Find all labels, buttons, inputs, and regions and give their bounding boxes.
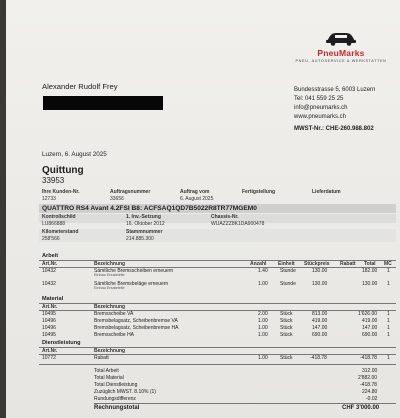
row-mc: 1: [387, 355, 390, 361]
row-artnr: 10495: [42, 332, 56, 338]
mwst-label: Zuzüglich MWST. 8.10% (1): [94, 389, 156, 395]
col-artnr: Art.Nr.: [42, 348, 58, 354]
section-dienst-title: Dienstleistung: [42, 340, 81, 346]
row-qty: 1.00: [258, 355, 268, 361]
row-total: 182.00: [362, 268, 378, 274]
car-icon: [324, 30, 358, 46]
row-price: 147.00: [312, 325, 328, 331]
col-rabatt: Rabatt: [340, 261, 356, 267]
row-qty: 1.40: [258, 268, 268, 274]
col-bezeichnung: Bezeichnung: [94, 261, 126, 267]
meta-header-lieferdatum: Lieferdatum: [312, 189, 341, 195]
row-total: -418.78: [360, 355, 377, 361]
row-desc: Bremsscheibe HA: [94, 332, 135, 338]
rundung-value: -0.02: [366, 396, 378, 402]
row-mc: 1: [387, 318, 390, 324]
total-arbeit-label: Total Arbeit: [94, 368, 119, 374]
kontrollschild-label: Kontrollschild: [42, 214, 76, 220]
row-price: 690.00: [312, 332, 328, 338]
row-qty: 2.00: [258, 311, 268, 317]
meta-value-auftrag-vom: 6. August 2025: [180, 196, 214, 202]
row-qty: 1.00: [258, 318, 268, 324]
row-mc: 1: [387, 281, 390, 287]
km-value: 258'566: [42, 236, 60, 242]
col-mc: MC: [384, 261, 392, 267]
meta-header-fertigstellung: Fertigstellung: [242, 189, 276, 195]
section-material-title: Material: [42, 296, 64, 302]
row-desc: Rabatt: [94, 355, 109, 361]
row-price: 130.00: [312, 281, 328, 287]
row-unit: Stück: [280, 355, 293, 361]
row-total: 690.00: [362, 332, 378, 338]
company-street: Bundesstrasse 5, 6003 Luzern: [294, 87, 376, 93]
grand-total-label: Rechnungstotal: [94, 405, 140, 411]
divider: [39, 364, 396, 365]
kontrollschild-value: LU866888: [42, 221, 66, 227]
row-price: 813.00: [312, 311, 328, 317]
row-total: 419.00: [362, 318, 378, 324]
company-logo: [292, 30, 390, 63]
row-mc: 1: [387, 325, 390, 331]
row-price: -418.78: [310, 355, 327, 361]
row-unit: Stunde: [280, 281, 296, 287]
row-artnr: 10496: [42, 325, 56, 331]
total-dienst-value: -418.78: [360, 382, 377, 388]
inverkehr-value: 16. Oktober 2012: [126, 221, 165, 227]
divider: [39, 310, 396, 311]
col-stueckpreis: Stückpreis: [304, 261, 330, 267]
total-material-label: Total Material: [94, 375, 124, 381]
row-desc: Bremsbelagsatz, Scheibenbremse HA: [94, 325, 179, 331]
row-mc: 1: [387, 268, 390, 274]
total-dienst-label: Total Dienstleistung: [94, 382, 138, 388]
vehicle-model: QUATTRO RS4 Avant 4.2FSI B8: ACFSAQ1QD7B5022R8TR77MGEM0: [42, 205, 257, 212]
total-material-value: 2'882.00: [358, 375, 378, 381]
vehicle-row-2: [39, 229, 396, 242]
row-artnr: 10432: [42, 268, 56, 274]
km-label: Kilometerstand: [42, 229, 79, 235]
row-qty: 1.00: [258, 325, 268, 331]
meta-value-kunden: 12733: [42, 196, 56, 202]
mwst-value: 224.80: [362, 389, 378, 395]
row-price: 419.00: [312, 318, 328, 324]
divider: [39, 267, 396, 268]
row-qty: 1.00: [258, 281, 268, 287]
redacted-address: [43, 96, 163, 110]
row-artnr: 10432: [42, 281, 56, 287]
divider: [39, 303, 396, 304]
document-number: 33953: [42, 176, 65, 185]
company-email: info@pneumarks.ch: [294, 105, 348, 111]
row-price: 130.00: [312, 268, 328, 274]
row-artnr: 10495: [42, 311, 56, 317]
row-total: 130.00: [362, 281, 378, 287]
logo-name: PneuMarks: [317, 48, 365, 58]
divider: [39, 347, 396, 348]
row-mc: 1: [387, 311, 390, 317]
section-arbeit-title: Arbeit: [42, 253, 59, 259]
company-vat: MWST-Nr.: CHE-260.988.802: [294, 126, 374, 132]
meta-value-auftragsnummer: 33656: [110, 196, 124, 202]
col-bezeichnung: Bezeichnung: [94, 304, 126, 310]
row-total: 1'626.00: [358, 311, 378, 317]
stamm-value: 214.885.300: [126, 236, 154, 242]
col-artnr: Art.Nr.: [42, 304, 58, 310]
company-phone: Tel: 041 559 25 25: [294, 96, 344, 102]
row-subdesc: Einbau Ersatzteile: [94, 286, 125, 290]
divider: [94, 403, 396, 404]
row-unit: Stunde: [280, 268, 296, 274]
row-unit: Stück: [280, 332, 293, 338]
row-artnr: 10772: [42, 355, 56, 361]
row-total: 147.00: [362, 325, 378, 331]
row-artnr: 10496: [42, 318, 56, 324]
row-desc: Sämtliche Bremsscheiben erneuern: [94, 268, 174, 274]
grand-total-value: CHF 3'000.00: [342, 405, 380, 411]
meta-header-auftrag-vom: Auftrag vom: [180, 189, 210, 195]
document-title: Quittung: [42, 165, 84, 176]
total-arbeit-value: 312.00: [362, 368, 378, 374]
rundung-label: Rundungsdifferenz: [94, 396, 136, 402]
chassis-label: Chassis-Nr.: [211, 214, 239, 220]
row-subdesc: Einbau Ersatzteile: [94, 273, 125, 277]
col-einheit: Einheit: [278, 261, 295, 267]
row-unit: Stück: [280, 311, 293, 317]
row-mc: 1: [387, 332, 390, 338]
col-anzahl: Anzahl: [250, 261, 267, 267]
row-desc: Bremsbelagsatz, Scheibenbremse VA: [94, 318, 178, 324]
row-desc: Sämtliche Bremsbeläge erneuern: [94, 281, 169, 287]
logo-tagline: PNEU, AUTOSERVICE & WERKSTATTEN: [295, 59, 387, 63]
company-web: www.pneumarks.ch: [294, 114, 347, 120]
chassis-value: WUAZZZ8K1DA900478: [211, 221, 265, 227]
meta-header-kunden: Ihre Kunden-Nr.: [42, 189, 80, 195]
stamm-label: Stammnummer: [126, 229, 163, 235]
col-total: Total: [364, 261, 376, 267]
divider: [39, 354, 396, 355]
meta-header-auftragsnummer: Auftragsnummer: [110, 189, 151, 195]
row-unit: Stück: [280, 318, 293, 324]
row-qty: 1.00: [258, 332, 268, 338]
col-artnr: Art.Nr.: [42, 261, 58, 267]
row-unit: Stück: [280, 325, 293, 331]
col-bezeichnung: Bezeichnung: [94, 348, 126, 354]
document-date: Luzern, 6. August 2025: [42, 151, 107, 158]
client-name: Alexander Rudolf Frey: [42, 82, 118, 91]
row-desc: Bremsscheibe VA: [94, 311, 134, 317]
inverkehr-label: 1. Inv.-Setzung: [126, 214, 161, 220]
